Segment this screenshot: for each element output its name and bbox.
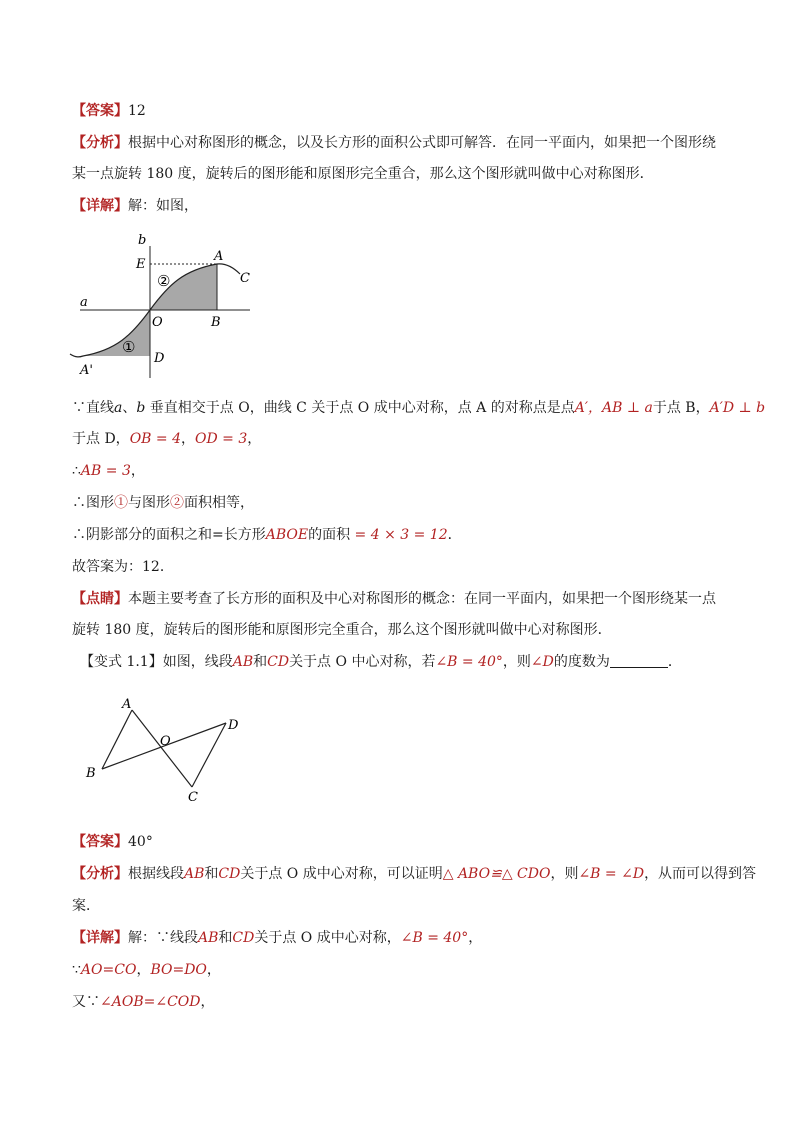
answer2-value: 40° — [128, 834, 153, 850]
text: 于点 D， — [72, 431, 130, 447]
solution-line-3 — [72, 461, 732, 481]
text: ， — [247, 431, 262, 447]
text: ∵直线 — [72, 400, 114, 416]
label-b: b — [138, 233, 147, 248]
label-c: C — [188, 790, 198, 805]
math-expr: ∠B = 40° — [435, 654, 503, 670]
math-expr: ∠D — [530, 654, 554, 670]
question-line — [80, 652, 740, 672]
answer-line — [72, 101, 732, 121]
detail2-tag: 【详解】 — [72, 930, 128, 946]
text: ， — [200, 994, 215, 1010]
label-a: A — [122, 697, 132, 712]
text: 解：∵线段 — [128, 930, 198, 946]
label-region-2: ② — [157, 272, 171, 290]
math-expr: ∠B = ∠D — [578, 866, 645, 882]
math-expr: = 4 × 3 = 12 — [350, 527, 448, 543]
label-o: O — [160, 734, 171, 749]
circle-number: ① — [114, 495, 128, 511]
answer2-tag: 【答案】 — [72, 834, 128, 850]
text: 关于点 O 成中心对称， — [254, 930, 401, 946]
comment-text-1: 本题主要考查了长方形的面积及中心对称图形的概念：在同一平面内，如果把一个图形绕某一点 — [128, 591, 716, 607]
text: 关于点 O 中心对称，若 — [289, 654, 436, 670]
math-expr: ABOE — [265, 527, 309, 543]
text: 面积相等， — [184, 495, 254, 511]
answer-tag: 【答案】 — [72, 103, 128, 119]
solution-line-4 — [72, 493, 732, 513]
analysis2-line-1 — [72, 864, 757, 884]
detail2-line-3 — [72, 992, 732, 1012]
text: 的度数为 — [553, 654, 610, 670]
text: 如图，线段 — [162, 654, 233, 670]
figure-curve-symmetry — [64, 228, 264, 388]
detail-line — [72, 196, 732, 216]
analysis2-tag: 【分析】 — [72, 866, 128, 882]
solution-line-2 — [72, 429, 732, 449]
var-b: b — [136, 400, 146, 416]
label-a-prime: A' — [80, 363, 93, 378]
analysis-text-2: 某一点旋转 180 度，旋转后的图形能和原图形完全重合，那么这个图形就叫做中心对称图形． — [72, 166, 654, 182]
text: 、 — [122, 400, 137, 416]
answer-value: 12 — [128, 103, 146, 119]
detail-tag: 【详解】 — [72, 198, 128, 214]
text: 又∵ — [72, 994, 100, 1010]
label-region-1: ① — [122, 338, 136, 356]
text: 和 — [218, 930, 233, 946]
math-expr: CD — [267, 654, 290, 670]
detail-intro: 解：如图， — [128, 198, 198, 214]
text: ， — [130, 463, 145, 479]
math-expr: A′D ⊥ b — [709, 400, 766, 416]
text: ， — [468, 930, 483, 946]
solution-line-5 — [72, 525, 732, 545]
math-expr: AB — [232, 654, 254, 670]
solution-line-1 — [72, 398, 766, 418]
analysis-line-2 — [72, 164, 732, 184]
math-expr: OB = 4 — [129, 431, 181, 447]
question-tag: 【变式 1.1】 — [80, 654, 163, 670]
var-a: a — [114, 400, 123, 416]
label-b: B — [86, 766, 96, 781]
label-c: C — [240, 271, 250, 286]
math-expr: OD = 3 — [195, 431, 248, 447]
text: 与图形 — [128, 495, 170, 511]
math-expr: AB — [184, 866, 205, 882]
final-answer: 故答案为：12． — [72, 559, 174, 575]
detail2-line-2 — [72, 960, 732, 980]
label-a-point: A — [214, 249, 224, 264]
text: 和 — [204, 866, 219, 882]
math-expr: AB — [198, 930, 219, 946]
analysis2-line-2 — [72, 896, 732, 916]
final-answer-line — [72, 557, 732, 577]
math-expr: AO=CO — [80, 962, 137, 978]
text: ∴阴影部分的面积之和=长方形 — [72, 527, 266, 543]
text: ，则 — [502, 654, 531, 670]
text: 的面积 — [308, 527, 351, 543]
text: ，则 — [550, 866, 579, 882]
math-expr: AB = 3 — [80, 463, 131, 479]
comment-text-2: 旋转 180 度，旋转后的图形能和原图形完全重合，那么这个图形就叫做中心对称图形． — [72, 622, 612, 638]
math-expr: A′，AB ⊥ a — [574, 400, 653, 416]
comment-line-2 — [72, 620, 732, 640]
text: ∵ — [72, 962, 81, 978]
label-a-line: a — [80, 295, 88, 310]
comment-line-1 — [72, 589, 732, 609]
math-expr: △ ABO≌△ CDO — [442, 866, 551, 882]
text: 垂直相交于点 O，曲线 C 关于点 O 成中心对称，点 A 的对称点是点 — [145, 400, 575, 416]
text: 案． — [72, 898, 100, 914]
answer2-line — [72, 832, 732, 852]
label-b-point: B — [211, 315, 221, 330]
comment-tag: 【点睛】 — [72, 591, 128, 607]
text: ， — [206, 962, 221, 978]
label-d: D — [228, 718, 239, 733]
analysis-tag: 【分析】 — [72, 135, 128, 151]
segment-cd — [192, 723, 226, 787]
text: ，从而可以得到答 — [644, 866, 757, 882]
analysis-line-1 — [72, 133, 732, 153]
math-expr: CD — [218, 866, 241, 882]
text: 于点 B， — [652, 400, 710, 416]
analysis-text-1: 根据中心对称图形的概念，以及长方形的面积公式即可解答．在同一平面内，如果把一个图形绕 — [128, 135, 716, 151]
text: 关于点 O 成中心对称，可以证明 — [240, 866, 443, 882]
math-expr: ∠B = 40° — [400, 930, 469, 946]
text: ∴ — [72, 463, 81, 479]
text: 根据线段 — [128, 866, 184, 882]
shaded-region-1 — [83, 310, 150, 356]
math-expr: ∠AOB=∠COD — [100, 994, 201, 1010]
text: ． — [447, 527, 462, 543]
text: ∴图形 — [72, 495, 114, 511]
label-o: O — [152, 315, 163, 330]
text: ． — [667, 654, 682, 670]
detail2-line-1 — [72, 928, 732, 948]
text: ， — [181, 431, 195, 447]
circle-number: ② — [170, 495, 184, 511]
answer-blank[interactable] — [610, 653, 668, 668]
label-e: E — [136, 257, 146, 272]
text: ， — [136, 962, 151, 978]
figure-segments-symmetry — [80, 695, 250, 810]
math-expr: BO=DO — [150, 962, 207, 978]
text: 和 — [253, 654, 268, 670]
label-d: D — [154, 351, 165, 366]
math-expr: CD — [232, 930, 255, 946]
